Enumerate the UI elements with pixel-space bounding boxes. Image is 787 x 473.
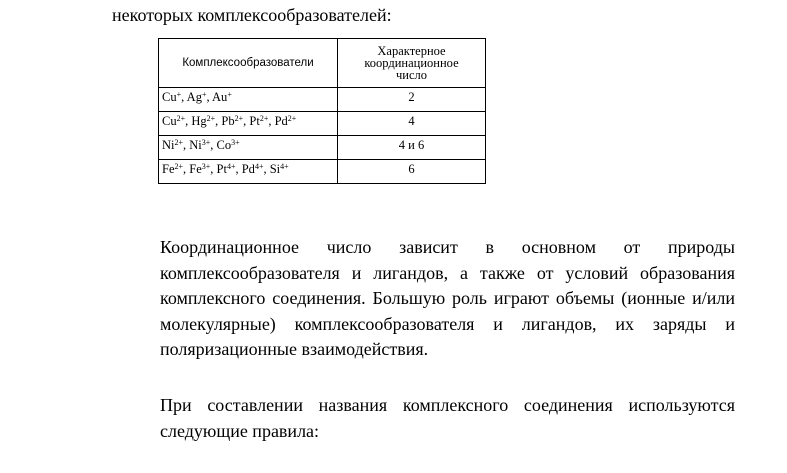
complexing-agent-ions: Cu+, Ag+, Au+ <box>159 88 338 112</box>
complexing-agent-ions: $Cu^{2+}$, $Hg^{2+}$, $Pb^{2+}$, $Pt^{2+}$, $Pd^{2+}$ <box>159 112 338 136</box>
table-body <box>159 88 486 184</box>
paragraph-line: Координационное число зависит в основном от природы <box>160 237 735 257</box>
header-line: Характерное <box>377 44 446 58</box>
header-coordination-number <box>338 39 486 88</box>
complexing-agent-ions: $Fe^{2+}$, $Fe^{3+}$, $Pt^{4+}$, $Pd^{4+}$, $Si^{4+}$ <box>159 160 338 184</box>
coordination-number-value: 4 и 6 <box>338 136 486 160</box>
paragraph-naming-rules <box>112 393 735 444</box>
coordination-number-value: 6 <box>338 160 486 184</box>
paragraph-line: молекулярные) комплексообразователя и лигандов, их заряды и <box>160 313 735 334</box>
coordination-number-table <box>158 38 486 184</box>
table-header-row <box>159 39 486 88</box>
coordination-number-value: 4 <box>338 112 486 136</box>
table-row <box>159 160 486 184</box>
header-complexing-agents: Комплексообразователи <box>159 39 338 88</box>
paragraph-line: поляризационные взаимодействия. <box>160 339 429 360</box>
table-row <box>159 112 486 136</box>
table-row <box>159 88 486 112</box>
coordination-number-value: 2 <box>338 88 486 112</box>
paragraph-line: комплексного соединения. Большую роль играют объемы (ионные и/или <box>160 288 735 309</box>
paragraph-line: следующие правила: <box>160 420 320 441</box>
header-line: координационное <box>364 56 459 70</box>
complexing-agent-ions: $Ni^{2+}$, $Ni^{3+}$, $Co^{3+}$ <box>159 136 338 160</box>
paragraph-line: комплексообразователя и лигандов, а также от условий образования <box>160 262 735 283</box>
paragraph-line: При составлении названия комплексного соединения используются <box>160 395 735 415</box>
intro-text: некоторых комплексообразователей: <box>112 5 392 25</box>
table-row <box>159 136 486 160</box>
header-line: число <box>395 68 427 82</box>
paragraph-coordination-number <box>112 235 735 363</box>
